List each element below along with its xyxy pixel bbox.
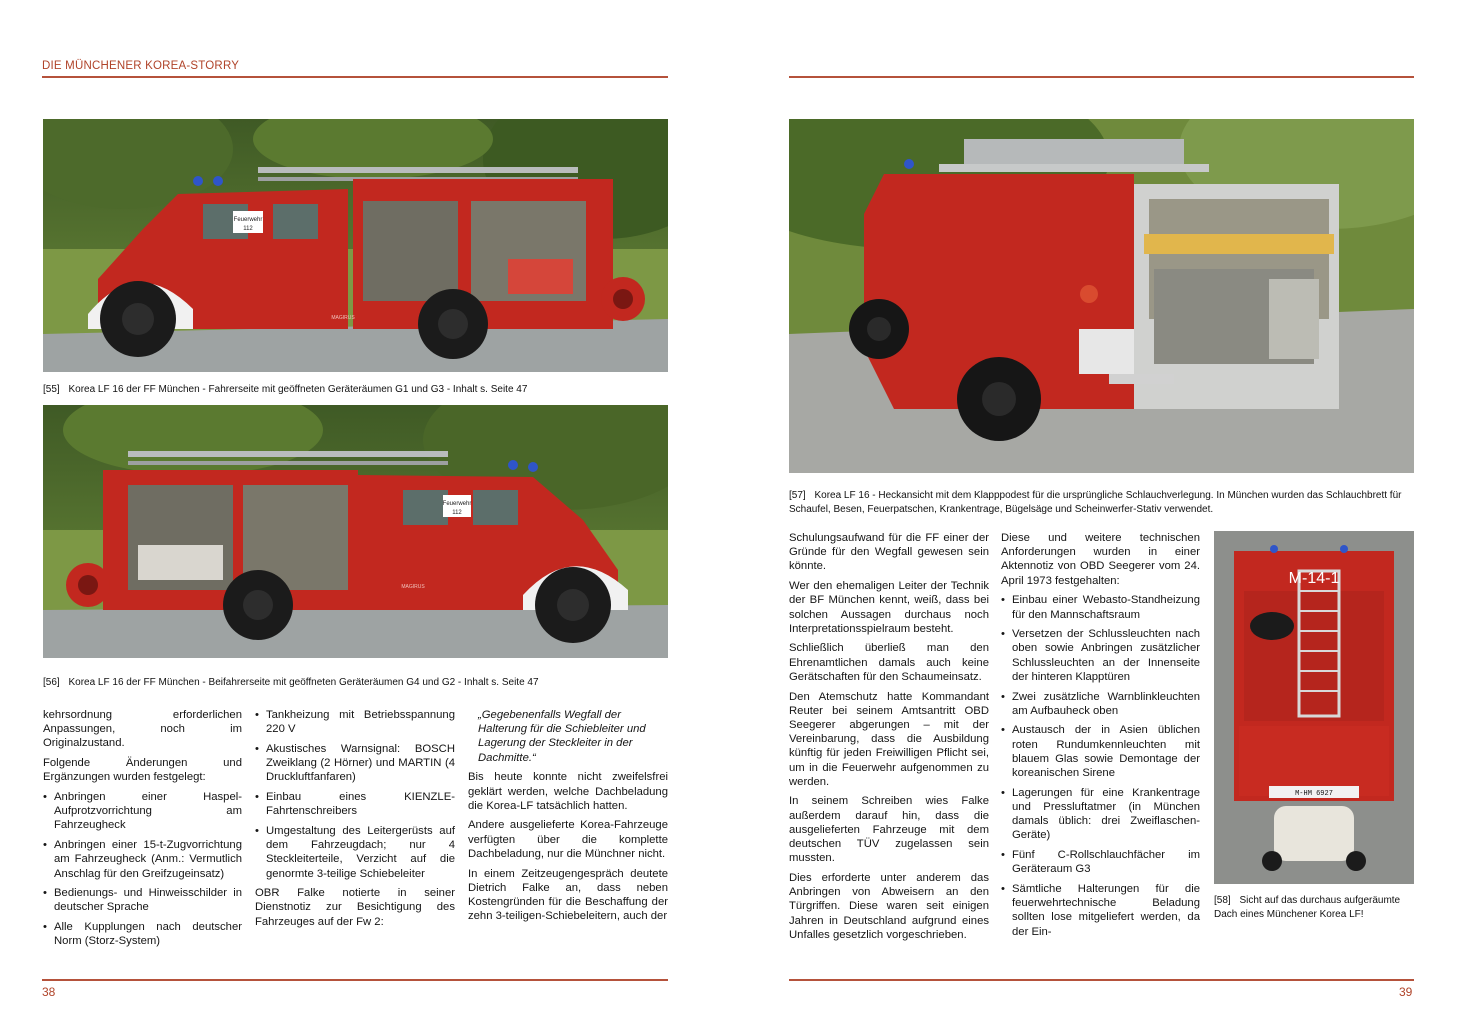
fig56-brand: MAGIRUS [401,584,425,590]
paragraph: OBR Falke notierte in seiner Dienstnotiz zur Besichtigung des Fahrzeuges auf der Fw 2: [255,887,455,928]
fig55-sign-line2: 112 [243,226,253,232]
list-item: • Einbau eines KIENZLE-Fahrtenschreibers [255,790,455,818]
figure-55-number: [55] [43,384,60,395]
list-item: • Zwei zusätzliche Warnblinkleuchten am Aufbauheck oben [1001,690,1200,718]
figure-58-number: [58] [1214,895,1231,906]
footer-rule [42,979,668,981]
figure-56-number: [56] [43,677,60,688]
quote: „Gegebenenfalls Wegfall der Halterung für die Schiebleiter und Lagerung der Steckleiter in der Dachmitte.“ [478,709,646,764]
list-item: • Bedienungs- und Hinweisschilder in deutscher Sprache [43,886,242,914]
figure-56-text: Korea LF 16 der FF München - Beifahrerseite mit geöffneten Geräteräumen G4 und G2 - Inhalt s. Seite 47 [68,677,539,688]
list-item: • Anbringen einer 15-t-Zugvorrichtung am Fahrzeugheck (Anm.: Vermutlich Anschlag für den Greifzugeinsatz) [43,838,242,881]
paragraph: Andere ausgelieferte Korea-Fahrzeuge verfügten über die komplette Dachbeladung, nur die Münchner nicht. [468,819,668,860]
paragraph: Dies erforderte unter anderem das Anbringen von Abweisern an den Türgriffen. Diese waren seit einigen Jahren in Deutschland aufgrund eines Unfalles gesetzlich vorgeschrieben. [789,871,989,941]
figure-58-text: Sicht auf das durchaus aufgeräumte Dach eines Münchener Korea LF! [1214,895,1401,920]
list-item: • Lagerungen für eine Krankentrage und Pressluftatmer (in München damals üblich: drei Zweiflaschen-Geräte) [1001,786,1200,843]
running-head: DIE MÜNCHENER KOREA-STORRY [42,60,240,72]
truck-rear-view-image [789,119,1414,473]
list-item: • Anbringen einer Haspel-Aufprotzvorrichtung am Fahrzeugheck [43,790,242,833]
paragraph: kehrsordnung erforderlichen Anpassungen, noch im Originalzustand. [43,709,242,750]
truck-driver-side-image [43,119,668,372]
paragraph: Wer den ehemaligen Leiter der Technik der BF München kennt, weiß, dass bei solchen Aussagen durchaus noch Interpretationsspielraum besteht. [789,580,989,635]
list-item: • Tankheizung mit Betriebsspannung 220 V [255,708,455,736]
left-text-column-1 [43,708,242,954]
left-text-column-2 [255,708,455,934]
page-number-left: 38 [42,985,56,999]
list-item: • Akustisches Warnsignal: BOSCH Zweiklang (2 Hörner) und MARTIN (4 Druckluftfanfaren) [255,742,455,785]
fig56-sign-line2: 112 [452,510,462,516]
truck-roof-image [1214,531,1414,884]
right-page [729,0,1458,1025]
paragraph: In seinem Schreiben wies Falke außerdem darauf hin, dass die ausgelieferten Fahrzeuge mit dem deutschen TÜV zugelassen sein mussten. [789,795,989,865]
figure-57-caption [789,489,1414,517]
fig56-sign-line1: Feuerwehr [442,501,472,507]
figure-58-photo [1214,531,1414,884]
change-list [43,790,242,949]
truck-passenger-side-image [43,405,668,658]
footer-rule [789,979,1414,981]
header-rule [42,76,668,78]
figure-56-caption [43,676,668,690]
list-item: • Umgestaltung des Leitergerüsts auf dem Fahrzeugdach; nur 4 Steckleiterteile, Verzicht auf die genormte 3-teilige Schiebeleiter [255,824,455,881]
right-text-column-1 [789,531,989,947]
figure-55-photo [43,119,668,372]
left-text-column-3 [468,708,668,929]
list-item: • Austausch der in Asien üblichen roten Rundumkennleuchten mit blauem Glas sowie Demontage der koreanischen Sirene [1001,723,1200,780]
figure-57-text: Korea LF 16 - Heckansicht mit dem Klapppodest für die ursprüngliche Schlauchverlegung. In München wurden das Schlauchbrett für Schaufel, Besen, Feuerpatschen, Krankentrage, Bügelsäge und Scheinwerfer-Stativ verwendet. [789,490,1402,515]
paragraph: Schließlich überließ man den Ehrenamtlichen damals auch keine Gerätschaften für den Schaumeinsatz. [789,642,989,683]
figure-56-photo [43,405,668,658]
fig58-roof-marking: M-14-1 [1288,570,1340,587]
figure-55-caption [43,383,668,397]
paragraph: In einem Zeitzeugengespräch deutete Dietrich Falke an, dass neben Kostengründen für die Beschaffung der zehn 3-teiligen-Schiebeleitern, auch der [468,867,668,923]
paragraph: Schulungsaufwand für die FF einer der Gründe für den Wegfall gewesen sein könnte. [789,532,989,573]
requirements-list [1001,593,1200,938]
list-item: • Sämtliche Halterungen für die feuerwehrtechnische Beladung sollten lose mitgeliefert werden, da der Ein- [1001,882,1200,939]
fig55-sign-line1: Feuerwehr [233,217,263,223]
list-item: • Einbau einer Webasto-Standheizung für den Mannschaftsraum [1001,593,1200,621]
fig58-plate: M-HM 6927 [1295,790,1333,798]
header-rule [789,76,1414,78]
figure-57-number: [57] [789,490,806,501]
page-number-right: 39 [1399,985,1413,999]
list-item: • Fünf C-Rollschlauchfächer im Geräteraum G3 [1001,848,1200,876]
list-item: • Versetzen der Schlussleuchten nach oben sowie Anbringen zusätzlicher Schlussleuchten an der Innenseite der hinteren Klapptüren [1001,627,1200,684]
change-list-continued [255,708,455,881]
paragraph: Den Atemschutz hatte Kommandant Reuter bei seinem Amtsantritt OBD Seegerer abgerungen – mit der Vereinbarung, dass die Ausbildung künftig für jeden Freiwilligen Pflicht sei, um in die Feuerwehr aufgenommen zu werden. [789,690,989,788]
figure-58-caption [1214,894,1414,922]
right-text-column-2 [1001,531,1200,944]
paragraph: Diese und weitere technischen Anforderungen wurden in einer Aktennotiz von OBD Seegerer vom 24. April 1973 festgehalten: [1001,532,1200,587]
figure-55-text: Korea LF 16 der FF München - Fahrerseite mit geöffneten Geräteräumen G1 und G3 - Inhalt s. Seite 47 [68,384,528,395]
fig55-brand: MAGIRUS [331,315,355,321]
list-item: • Alle Kupplungen nach deutscher Norm (Storz-System) [43,920,242,948]
figure-57-photo [789,119,1414,473]
paragraph: Folgende Änderungen und Ergänzungen wurden festgelegt: [43,757,242,784]
paragraph: Bis heute konnte nicht zweifelsfrei geklärt werden, welche Dachbeladung die Korea-LF tatsächlich hatten. [468,771,668,812]
